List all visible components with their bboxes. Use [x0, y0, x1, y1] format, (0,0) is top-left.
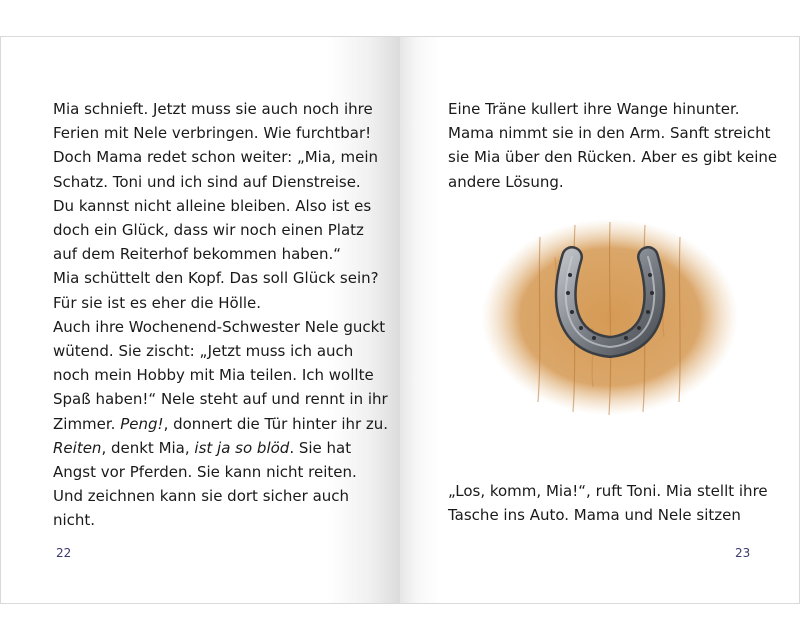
- right-page-text-bottom: [448, 479, 768, 527]
- italic-fragment: Peng!: [120, 414, 164, 433]
- page-number: 22: [56, 546, 72, 560]
- horseshoe-illustration: [480, 217, 740, 417]
- right-page-text-top: [448, 97, 777, 194]
- left-page-text: [53, 97, 388, 533]
- text-line: Doch Mama redet schon weiter: „Mia, mein: [53, 148, 379, 167]
- text-line: [53, 436, 388, 460]
- text-line: Und zeichnen kann sie dort sicher auch: [53, 487, 350, 506]
- text-line: auf dem Reiterhof bekommen haben.“: [53, 245, 342, 264]
- text-line: wütend. Sie zischt: „Jetzt muss ich auch: [53, 342, 354, 361]
- text-line: Angst vor Pferden. Sie kann nicht reiten.: [53, 463, 357, 482]
- italic-fragment: ist ja so blöd: [194, 438, 290, 457]
- text-line: Für sie ist es eher die Hölle.: [53, 293, 262, 312]
- text-line: Ferien mit Nele verbringen. Wie furchtbar!: [53, 124, 372, 143]
- text-line: „Los, komm, Mia!“, ruft Toni. Mia stellt ihre: [448, 482, 768, 500]
- text-line: Auch ihre Wochenend-Schwester Nele guckt: [53, 317, 386, 336]
- text-line: Mia schüttelt den Kopf. Das soll Glück sein?: [53, 269, 379, 288]
- text-fragment: , donnert die Tür hinter ihr zu.: [163, 414, 389, 433]
- text-line: Mia schnieft. Jetzt muss sie auch noch ihre: [53, 100, 373, 118]
- text-line: nicht.: [53, 511, 96, 530]
- text-fragment: Zimmer.: [53, 414, 121, 433]
- italic-fragment: Reiten: [53, 438, 102, 457]
- page-number: 23: [735, 546, 751, 560]
- right-page: [400, 37, 800, 603]
- text-line: Schatz. Toni und ich sind auf Dienstreise.: [53, 172, 361, 191]
- left-page: [0, 37, 400, 603]
- text-line: noch mein Hobby mit Mia teilen. Ich wollte: [53, 366, 374, 385]
- text-line: andere Lösung.: [448, 172, 564, 191]
- text-fragment: , denkt Mia,: [101, 438, 195, 457]
- text-line: doch ein Glück, dass wir noch einen Platz: [53, 221, 364, 240]
- open-book: [0, 36, 800, 604]
- text-line: Mama nimmt sie in den Arm. Sanft streicht: [448, 124, 771, 143]
- text-line: Tasche ins Auto. Mama und Nele sitzen: [448, 506, 741, 525]
- text-line: Du kannst nicht alleine bleiben. Also ist es: [53, 196, 372, 215]
- text-line: [53, 412, 388, 436]
- text-line: Spaß haben!“ Nele steht auf und rennt in ihr: [53, 390, 388, 409]
- text-line: sie Mia über den Rücken. Aber es gibt keine: [448, 148, 778, 167]
- text-line: Eine Träne kullert ihre Wange hinunter.: [448, 100, 740, 118]
- text-fragment: . Sie hat: [289, 438, 352, 457]
